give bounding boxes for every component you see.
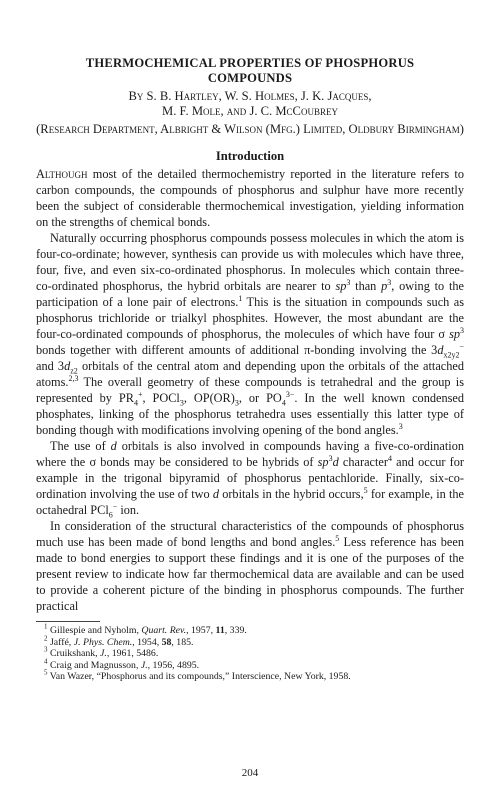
ref-marker: 5 — [363, 485, 368, 495]
p4-a: In consideration of the structural characteristics of the compounds of phosphorus much use has been made of bond lengths and bond angles. — [36, 519, 464, 549]
fn-vol: 58 — [161, 636, 172, 648]
fn-journal: J. — [100, 648, 107, 659]
p2-k: , or PO — [238, 391, 282, 405]
fn-journal: J. Phys. Chem. — [73, 636, 133, 648]
fn-vol: 11 — [215, 625, 225, 636]
p2-l: . In the well known condensed phosphates, linking of the phosphorus tetrahedra uses essentially this latter type of bonding though with modifications involving opening of the bond angles. — [36, 391, 465, 437]
p1-text: most of the detailed thermochemistry reported in the literature refers to carbon compounds, the compounds of phosphorus and sulphur have more recently been the subject of considerable thermochemical investigation, yielding information on the strengths of chemical bonds. — [36, 167, 464, 229]
sym-sub: 3 — [234, 398, 239, 408]
page-number: 204 — [241, 767, 259, 779]
ref-marker: 1 — [238, 293, 243, 303]
p3-b: orbitals is also involved in compounds having a five-co-ordination where the σ bonds may be considered to be hybrids of — [36, 439, 464, 469]
footnote — [36, 668, 464, 683]
fn-text: Gillespie and Nyholm, — [49, 625, 142, 636]
authors-line-2 — [36, 104, 464, 119]
sym-sub: z2 — [70, 366, 78, 376]
p2-i: , POCl — [142, 391, 180, 405]
sym-sup: 3 — [328, 453, 333, 463]
ref-marker: 3 — [398, 421, 403, 431]
sym-sub: 4 — [281, 398, 286, 408]
fn-text: Cruikshank, — [49, 648, 101, 659]
p3-a: The use of — [50, 439, 111, 453]
affiliation: (Research Department, Albright & Wilson (Mfg.) Limited, Oldbury Birmingham) — [36, 122, 464, 136]
sym-sup: 3− — [285, 389, 295, 399]
article-page — [36, 56, 464, 683]
p2-j: , OP(OR) — [183, 391, 235, 405]
footnote-number: 5 — [44, 668, 48, 677]
footnote-number: 1 — [44, 622, 48, 631]
fn-text: Van Wazer, “Phosphorus and its compounds,” Interscience, New York, 1958. — [49, 671, 351, 682]
sym-sup: 3 — [387, 277, 392, 287]
paragraph-1 — [36, 166, 464, 230]
footnote-number: 3 — [44, 645, 48, 654]
sym-d: d — [332, 455, 339, 469]
sym-sub: 3 — [179, 398, 184, 408]
p3-f: for example, in the octahedral PCl — [36, 487, 465, 517]
p2-e: bonds together with different amounts of additional π-bonding involving the 3 — [36, 343, 438, 357]
p2-d: This is the situation in compounds such as phosphorus trichloride or trialkyl phosphites. However, the most abundant are the four-co-ordinated compounds of phosphorus, the molecules of which have four σ — [36, 295, 464, 341]
p3-e: orbitals in the hybrid occurs, — [219, 487, 364, 501]
paragraph-2 — [36, 230, 464, 438]
sym-sup: 3 — [460, 325, 464, 335]
p2-h: The overall geometry of these compounds is tetrahedral and the group is represented by PR — [36, 375, 464, 405]
sym-sup: + — [137, 389, 143, 399]
sym-d: d — [212, 487, 220, 501]
fn-end: , 339. — [224, 625, 247, 636]
sym-sup: − — [459, 341, 464, 351]
footnotes — [36, 622, 464, 683]
sym-sub: x2y2 — [443, 350, 460, 360]
p2-a: Naturally occurring phosphorus compounds possess molecules in which the atom is four-co-ordinate; however, synthesis can provide us with molecules which have three, four, five, and even six-co-ordinated phosphorus. In molecules which contain three-co-ordinated phosphorus, the hybrid orbitals are nearer to — [36, 231, 464, 293]
paragraph-3 — [36, 438, 464, 518]
sym-d: d — [437, 343, 444, 357]
sym-sup: − — [112, 501, 118, 511]
lead-word: Although — [36, 167, 88, 181]
authors-line-1 — [36, 89, 464, 104]
fn-rest: , 1961, 5486. — [106, 648, 159, 659]
sym-sp: sp — [317, 455, 329, 469]
footnote — [36, 622, 464, 637]
sym-p: p — [381, 279, 388, 293]
footnote — [36, 634, 464, 649]
authors-line-2-text: M. F. Mole, and J. C. McCoubrey — [162, 104, 338, 118]
sym-sp: sp — [335, 279, 347, 293]
fn-end: , 185. — [171, 636, 194, 648]
article-title: THERMOCHEMICAL PROPERTIES OF PHOSPHORUS COMPOUNDS — [85, 56, 415, 85]
authors-line-1-text: By S. B. Hartley, W. S. Holmes, J. K. Jacques, — [128, 89, 372, 103]
fn-rest: , 1954, — [132, 636, 162, 648]
sym-sub: 6 — [108, 510, 113, 520]
sym-sup: 3 — [346, 277, 351, 287]
authors — [36, 89, 464, 119]
p4-b: Less reference has been made to bond energies to support these findings and it is one of the purposes of the present review to indicate how far thermochemical data are available and can be used to provide a coherent picture of the binding in phosphorus compounds. The further practical — [36, 535, 464, 613]
ref-marker: 5 — [335, 533, 340, 543]
fn-journal: J. — [140, 659, 148, 671]
fn-text: Craig and Magnusson, — [49, 659, 141, 671]
fn-journal: Quart. Rev. — [141, 625, 187, 636]
p2-b: than — [350, 279, 382, 293]
ref-marker: 4 — [387, 453, 392, 463]
paragraph-4 — [36, 518, 464, 614]
p2-f: and 3 — [36, 359, 65, 373]
sym-d: d — [64, 359, 71, 373]
fn-rest: , 1957, — [186, 625, 216, 636]
fn-text: Jaffé, — [49, 636, 74, 648]
footnote — [36, 645, 464, 660]
footnote — [36, 657, 464, 672]
footnote-number: 4 — [44, 657, 48, 666]
p2-g: orbitals of the central atom and depending upon the orbitals of the attached atoms. — [36, 359, 464, 389]
p3-d: and occur for example in the trigonal bipyramid of phosphorus pentachloride. Finally, six-co-ordination involving the use of two — [36, 455, 464, 501]
section-heading: Introduction — [215, 149, 285, 163]
footnote-number: 2 — [44, 634, 48, 643]
sym-d: d — [110, 439, 117, 453]
fn-rest: , 1956, 4895. — [147, 659, 200, 671]
p2-c: , owing to the participation of a lone pair of electrons. — [36, 279, 464, 309]
sym-sub: 4 — [133, 398, 138, 408]
p3-c: character — [338, 455, 388, 469]
ref-marker: 2,3 — [68, 373, 79, 383]
sym-sp: sp — [449, 327, 460, 341]
p3-g: ion. — [117, 503, 140, 517]
